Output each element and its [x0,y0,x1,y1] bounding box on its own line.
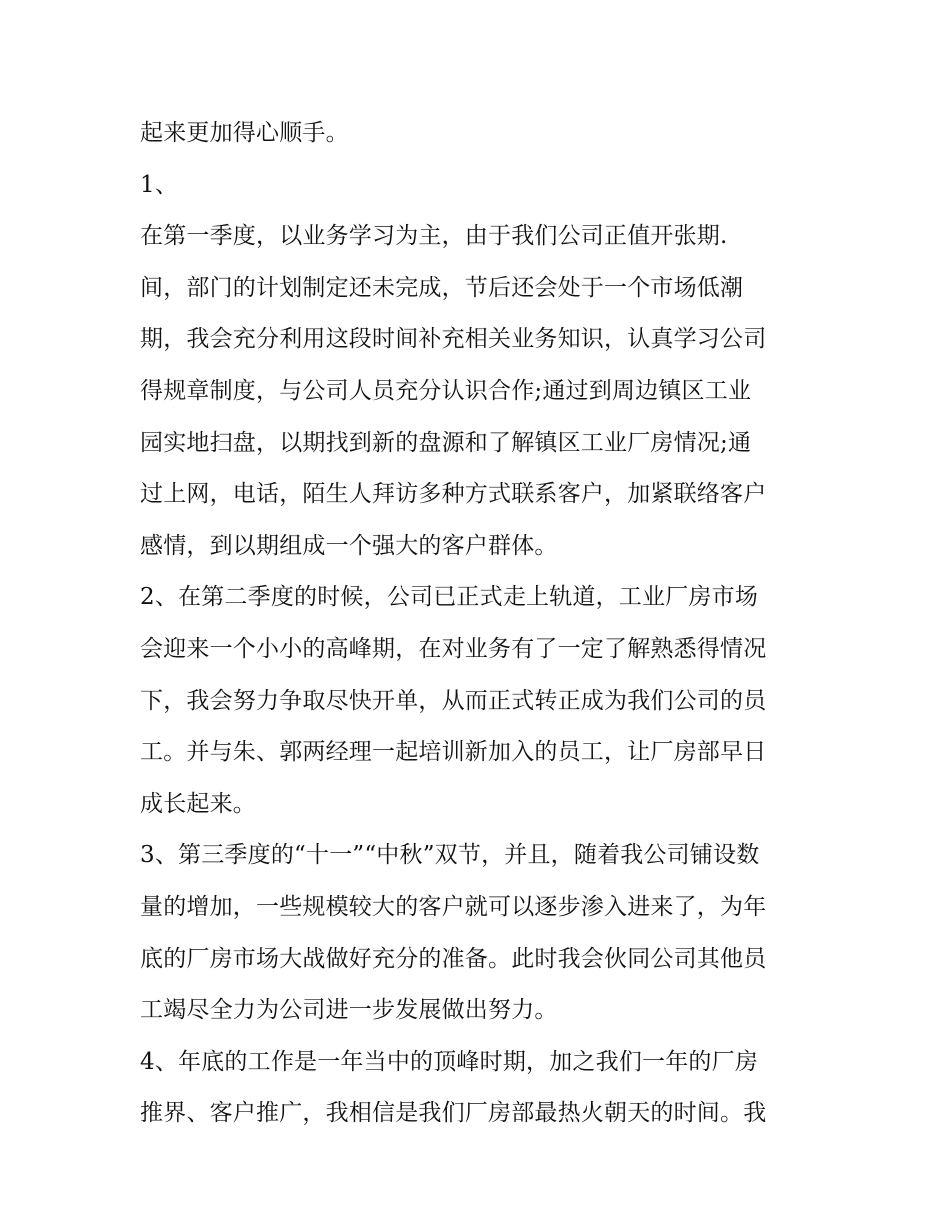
text-line-12: 下，我会努力争取尽快开单，从而正式转正成为我们公司的员 [140,687,767,714]
text-line-3: 在第一季度，以业务学习为主，由于我们公司正值开张期. [140,223,728,250]
text-line-9: 感情，到以期组成一个强大的客户群体。 [140,532,558,559]
text-line-5: 期，我会充分利用这段时间补充相关业务知识，认真学习公司 [140,326,767,353]
document-body [140,108,820,1140]
text-line-18: 工竭尽全力为公司进一步发展做出努力。 [140,997,558,1024]
text-line-11: 会迎来一个小小的高峰期，在对业务有了一定了解熟悉得情况 [140,635,767,662]
text-line-17: 底的厂房市场大战做好充分的准备。此时我会伙同公司其他员 [140,945,767,972]
text-line-19: 4、年底的工作是一年当中的顶峰时期，加之我们一年的厂房 [140,1048,759,1075]
text-line-1: 起来更加得心顺手。 [140,120,349,146]
text-line-20: 推界、客户推广，我相信是我们厂房部最热火朝天的时间。我 [140,1100,767,1127]
text-line-8: 过上网，电话，陌生人拜访多种方式联系客户，加紧联络客户 [140,481,767,508]
text-line-14: 成长起来。 [140,790,256,817]
text-line-13: 工。并与朱、郭两经理一起培训新加入的员工，让厂房部早日 [140,739,767,766]
text-line-6: 得规章制度，与公司人员充分认识合作;通过到周边镇区工业 [140,377,752,404]
text-line-7: 园实地扫盘，以期找到新的盘源和了解镇区工业厂房情况;通 [140,429,752,456]
text-line-15: 3、第三季度的“十一”“中秋”双节，并且，随着我公司铺设数 [140,842,760,869]
text-line-10: 2、在第二季度的时候，公司已正式走上轨道，工业厂房市场 [140,584,759,611]
text-line-16: 量的增加，一些规模较大的客户就可以逐步渗入进来了，为年 [140,893,767,920]
text-line-4: 间，部门的计划制定还未完成，节后还会处于一个市场低潮 [140,274,744,301]
text-line-2: 1、 [140,171,179,198]
